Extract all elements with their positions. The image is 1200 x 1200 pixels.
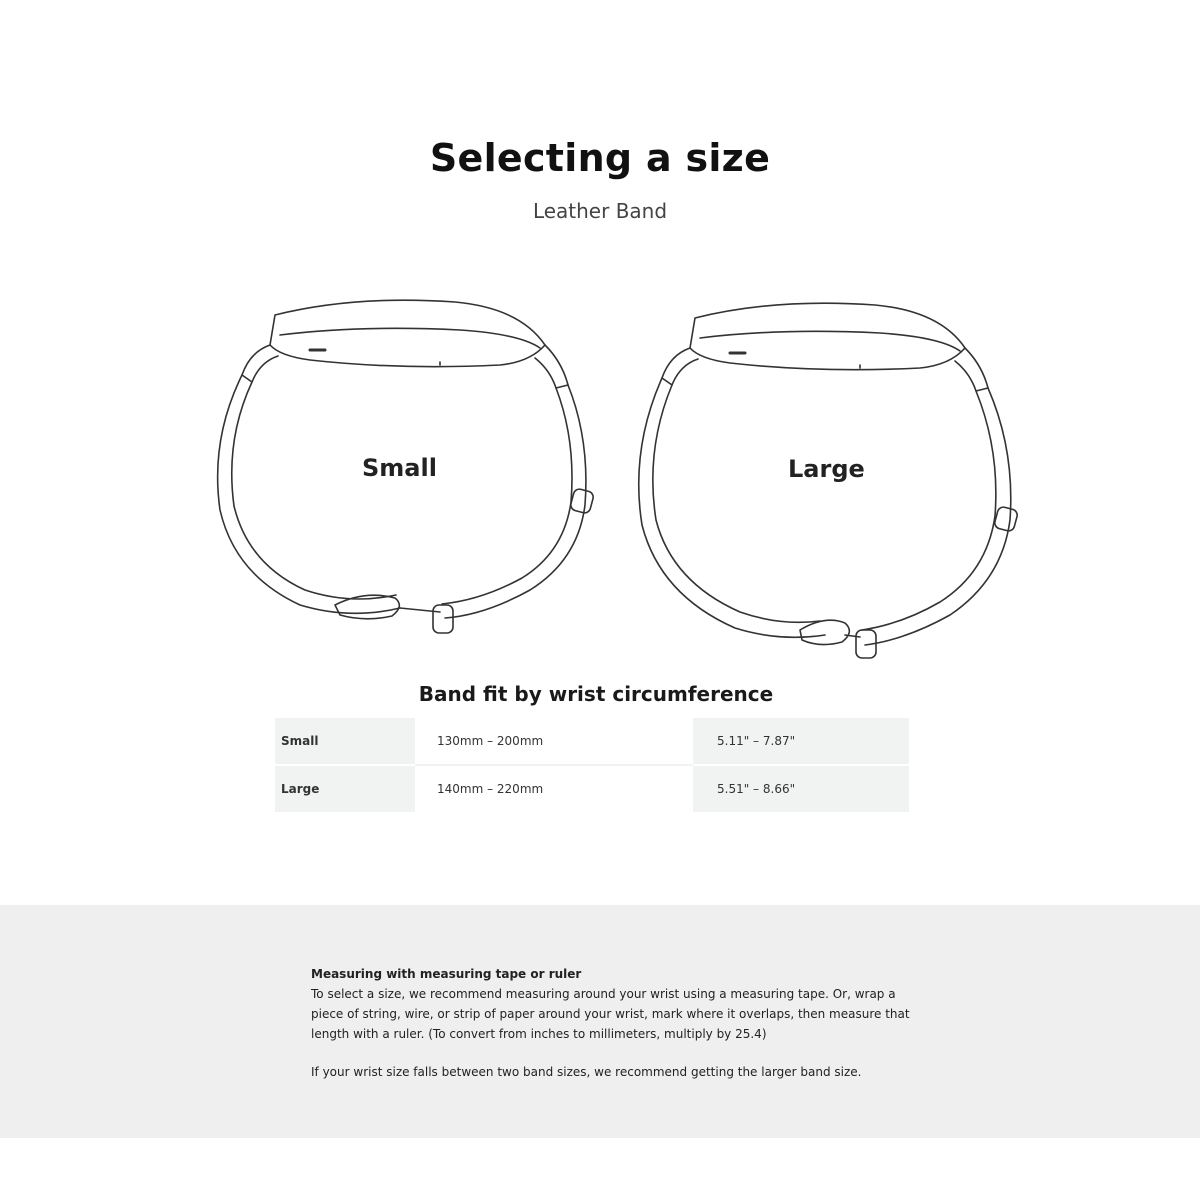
table-row (275, 765, 909, 812)
fit-heading: Band fit by wrist circumference (418, 682, 774, 706)
size-cell: Small (275, 718, 415, 765)
measuring-paragraph: To select a size, we recommend measuring around your wrist using a measuring tape. Or, wrap a piece of string, wire, or strip of paper around your wrist, mark where it overlaps, then measure that length with a ruler. (To convert from inches to millimeters, multiply by 25.4) (311, 987, 910, 1041)
size-cell: Large (275, 765, 415, 812)
table-row (275, 718, 909, 765)
band-small-label: Small (362, 454, 437, 482)
band-large-label: Large (788, 455, 865, 483)
inches-cell: 5.11" – 7.87" (693, 718, 909, 765)
mm-cell: 130mm – 200mm (415, 718, 693, 765)
inches-cell: 5.51" – 8.66" (693, 765, 909, 812)
page-title: Selecting a size (429, 136, 771, 180)
page-subtitle: Leather Band (532, 199, 668, 223)
fit-table (275, 718, 909, 812)
measuring-instructions (311, 964, 911, 1082)
mm-cell: 140mm – 220mm (415, 765, 693, 812)
measuring-title: Measuring with measuring tape or ruler (311, 967, 582, 981)
measuring-tip: If your wrist size falls between two band sizes, we recommend getting the larger band size. (311, 1065, 862, 1079)
